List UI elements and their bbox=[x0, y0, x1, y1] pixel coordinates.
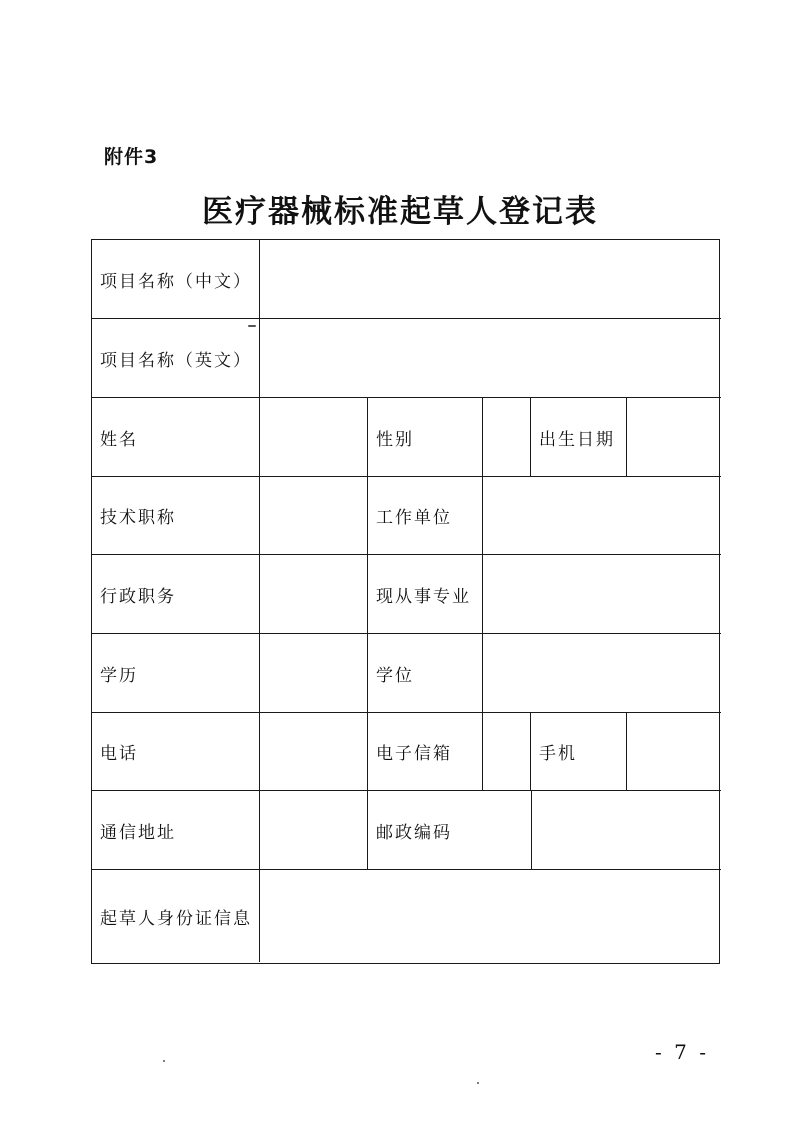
scan-speck bbox=[248, 325, 256, 327]
input-postal-code[interactable] bbox=[532, 791, 721, 870]
label-project-name-cn: 项目名称（中文） bbox=[92, 240, 260, 319]
label-phone: 电话 bbox=[92, 713, 260, 791]
label-work-unit: 工作单位 bbox=[368, 477, 483, 555]
label-mobile: 手机 bbox=[531, 713, 627, 791]
page-number: - 7 - bbox=[655, 1040, 709, 1064]
input-work-unit[interactable] bbox=[483, 477, 721, 555]
input-gender[interactable] bbox=[483, 398, 531, 477]
label-tech-title: 技术职称 bbox=[92, 477, 260, 555]
label-education: 学历 bbox=[92, 634, 260, 713]
registration-form-table bbox=[91, 239, 720, 964]
input-education[interactable] bbox=[260, 634, 368, 713]
input-address[interactable] bbox=[260, 791, 368, 870]
label-name: 姓名 bbox=[92, 398, 260, 477]
attachment-label: 附件3 bbox=[104, 146, 159, 168]
form-title: 医疗器械标准起草人登记表 bbox=[202, 194, 598, 230]
label-address: 通信地址 bbox=[92, 791, 260, 870]
label-degree: 学位 bbox=[368, 634, 483, 713]
input-phone[interactable] bbox=[260, 713, 368, 791]
scan-speck bbox=[477, 1082, 479, 1084]
input-id-info[interactable] bbox=[260, 870, 721, 962]
label-birth-date: 出生日期 bbox=[531, 398, 627, 477]
input-tech-title[interactable] bbox=[260, 477, 368, 555]
label-postal-code: 邮政编码 bbox=[368, 791, 532, 870]
input-project-name-cn[interactable] bbox=[260, 240, 721, 319]
input-email[interactable] bbox=[483, 713, 531, 791]
input-admin-position[interactable] bbox=[260, 555, 368, 634]
scan-speck bbox=[163, 1060, 165, 1062]
input-project-name-en[interactable] bbox=[260, 319, 721, 398]
input-birth-date[interactable] bbox=[627, 398, 721, 477]
label-project-name-en: 项目名称（英文） bbox=[92, 319, 260, 398]
input-current-major[interactable] bbox=[483, 555, 721, 634]
label-admin-position: 行政职务 bbox=[92, 555, 260, 634]
input-name[interactable] bbox=[260, 398, 368, 477]
input-mobile[interactable] bbox=[627, 713, 721, 791]
label-gender: 性别 bbox=[368, 398, 483, 477]
input-degree[interactable] bbox=[483, 634, 721, 713]
label-id-info: 起草人身份证信息 bbox=[92, 870, 260, 962]
label-email: 电子信箱 bbox=[368, 713, 483, 791]
label-current-major: 现从事专业 bbox=[368, 555, 483, 634]
